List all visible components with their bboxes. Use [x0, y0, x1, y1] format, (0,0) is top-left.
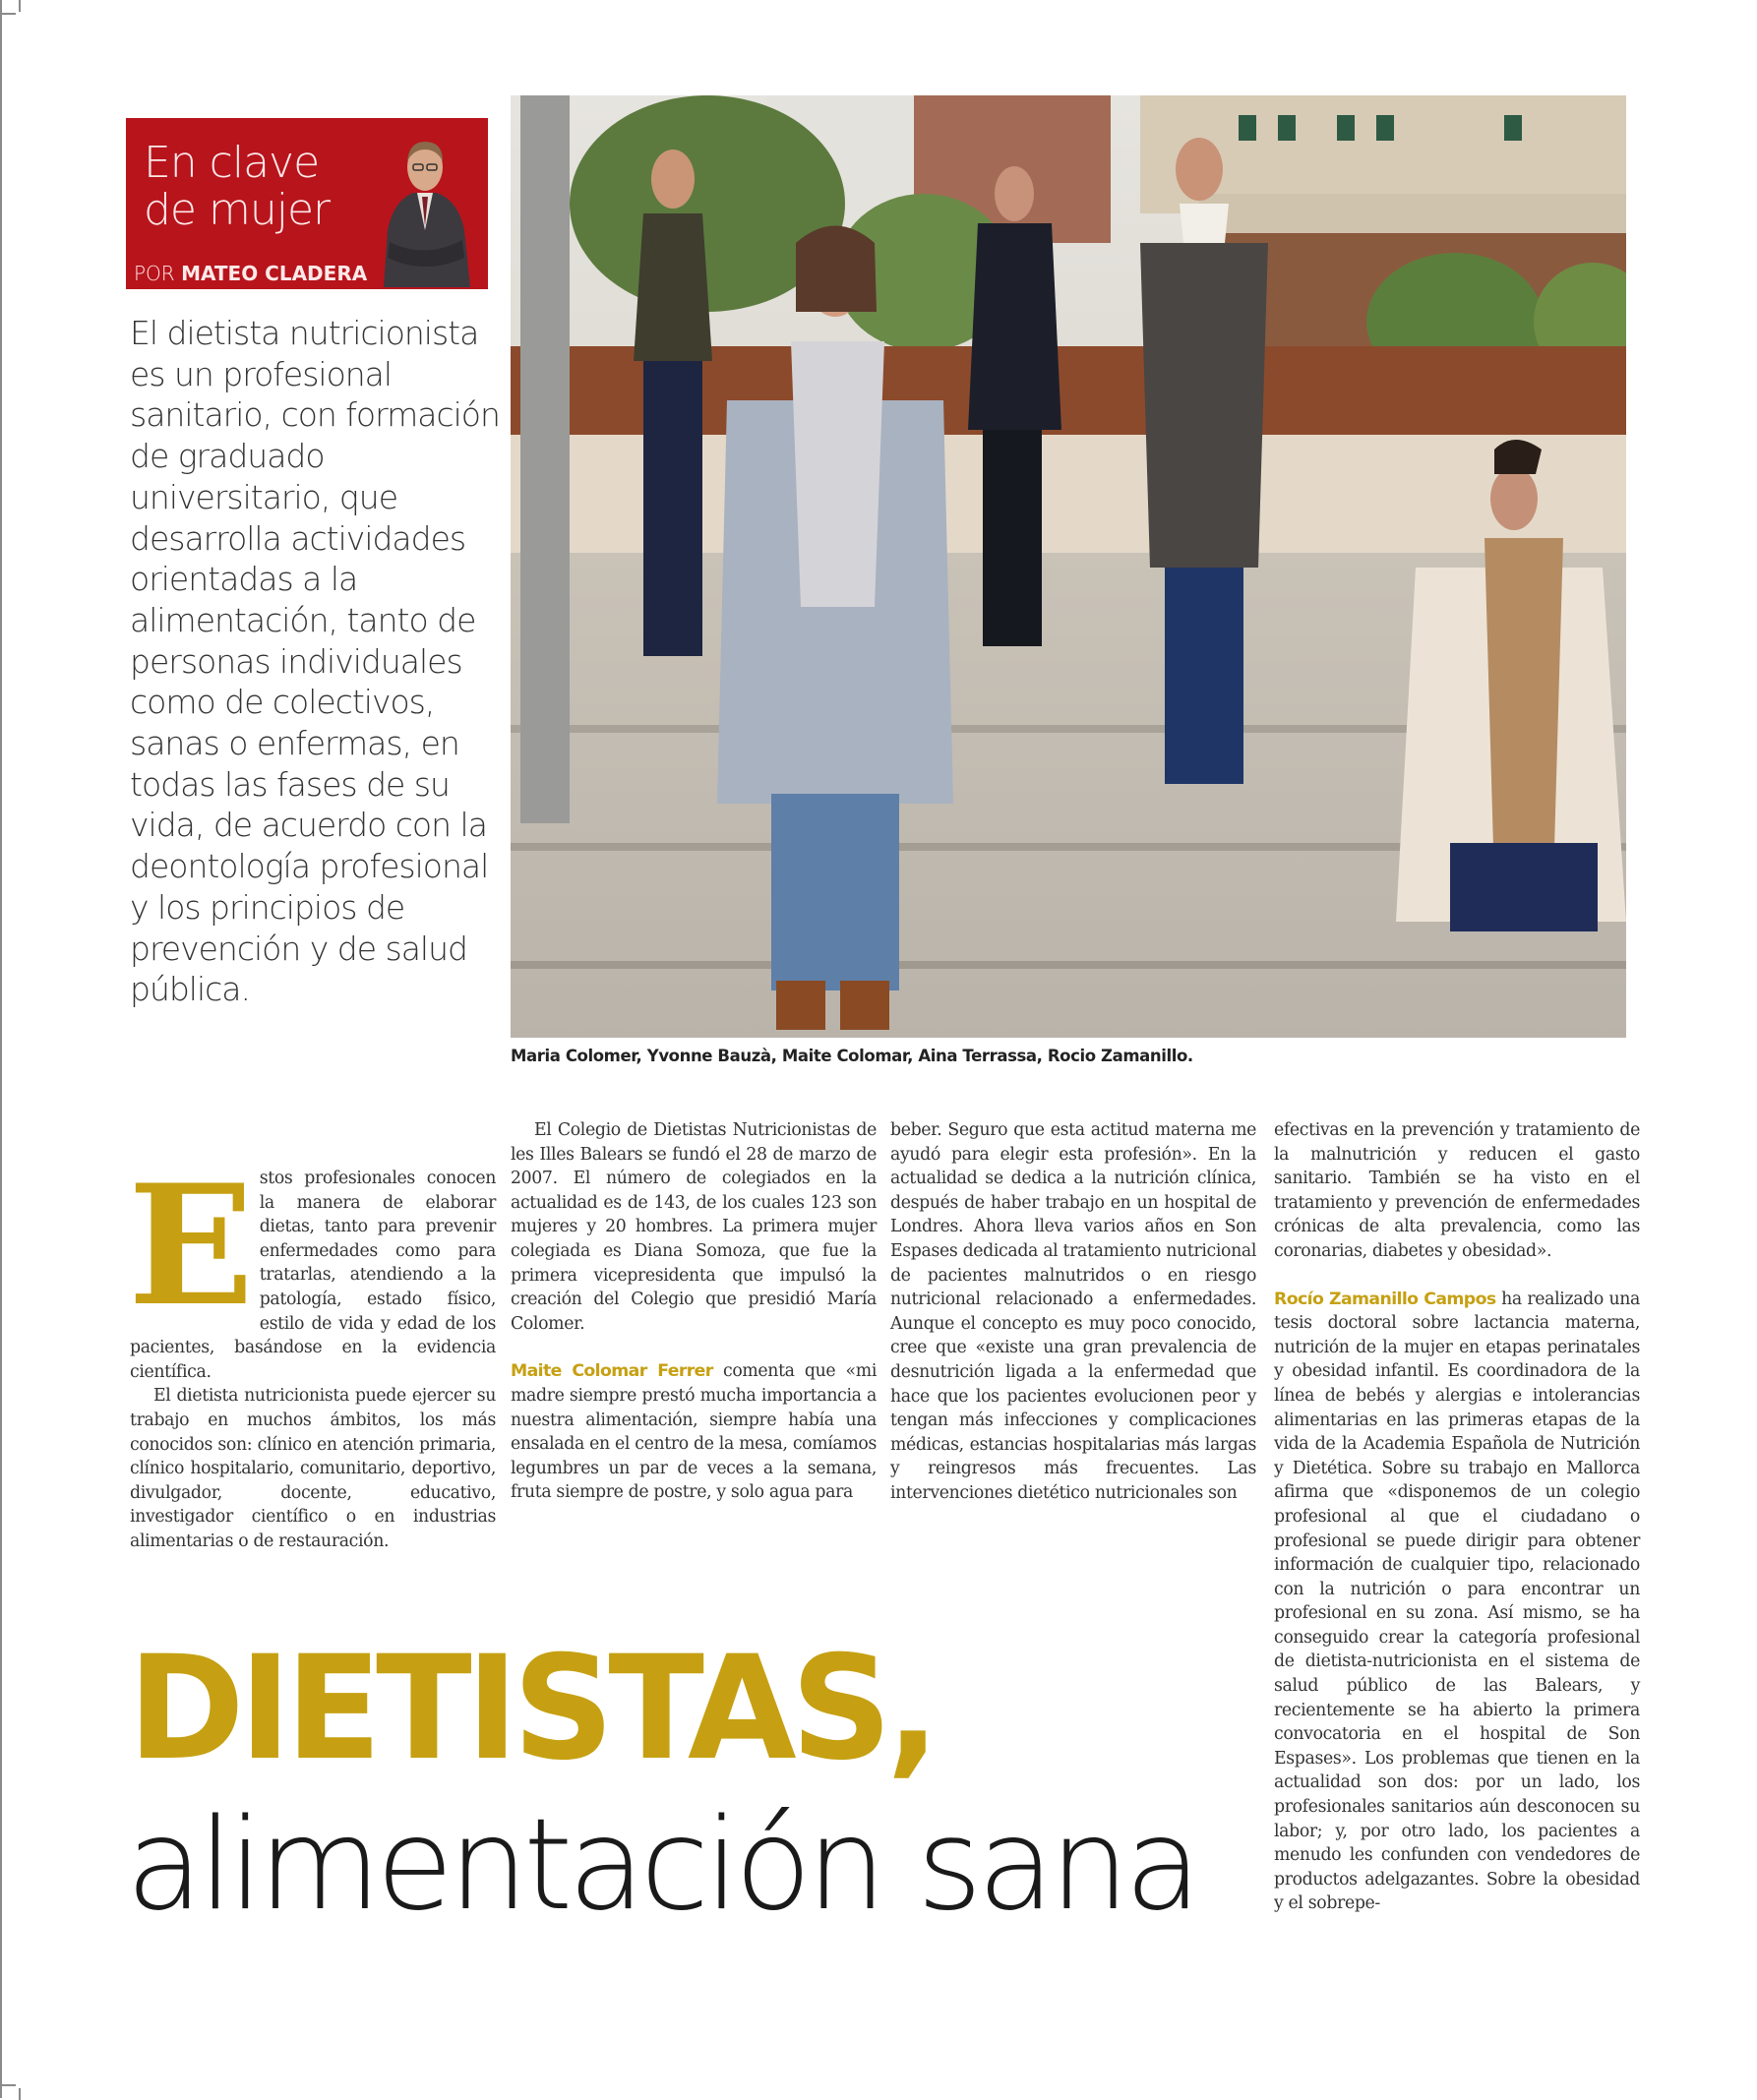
crop-mark	[19, 2088, 21, 2100]
body-column-2	[511, 1118, 877, 1505]
body-column-1	[128, 1148, 496, 1554]
headline-subtitle: alimentación sana	[126, 1792, 1197, 1939]
column-title-line-1: En clave	[144, 138, 320, 188]
person-name-highlight: Maite Colomar Ferrer	[511, 1361, 713, 1382]
paragraph-text: stos profesionales conocen la manera de elaborar dietas, tanto para prevenir enfermedades como para tratarlas, atendiendo a la patología, estado físico, estilo de vida y edad de los pacientes, basándose en la evidencia científica.	[130, 1169, 496, 1382]
headline-title: DIETISTAS,	[128, 1625, 935, 1792]
body-paragraph: El dietista nutricionista puede ejercer su trabajo en muchos ámbitos, los más conocidos son: clínico en atención primaria, clínico hospitalario, comunitario, deportivo, divulgador, docente, educativo, investigador científico o en industrias alimentarias o de restauración.	[130, 1386, 496, 1551]
crop-mark	[19, 0, 21, 12]
column-title	[144, 140, 330, 234]
byline-prefix: POR	[134, 262, 175, 285]
crop-mark	[0, 2084, 16, 2086]
byline	[134, 262, 367, 285]
body-paragraph	[1274, 1288, 1640, 1916]
body-paragraph: beber. Seguro que esta actitud materna me ayudó para elegir esta profesión». En la actualidad se dedica a la nutrición clínica, después de haber trabajo en un hospital de Londres. Ahora lleva varios años en Son Espases dedicada al tratamiento nutricional de pacientes malnutridos o en riesgo nutricional relacionado a enfermedades. Aunque el concepto es muy poco conocido, cree que «existe una gran prevalencia de desnutrición ligada a la enfermedad que hace que los pacientes evolucionen peor y tengan más infecciones y complicaciones médicas, estancias hospitalarias más largas y reingresos más frecuentes. Las intervenciones dietético nutricionales son	[890, 1120, 1256, 1503]
body-paragraph: efectivas en la prevención y tratamiento de la malnutrición y reducen el gasto sanitario. También se ha visto en el tratamiento y prevención de enfermedades crónicas de alta prevalencia, como las coronarias, diabetes y obesidad».	[1274, 1120, 1640, 1261]
column-title-line-2: de mujer	[144, 185, 331, 235]
paragraph-text: comenta que «mi madre siempre prestó mucha importancia a nuestra alimentación, siempre había una ensalada en el centro de la mesa, comíamos legumbres un par de veces a la semana, fruta siempre de postre, y solo agua para	[511, 1361, 877, 1503]
group-photo-image	[511, 95, 1626, 1038]
crop-mark	[0, 13, 16, 15]
body-column-4	[1274, 1118, 1640, 1916]
body-column-3	[890, 1118, 1256, 1506]
drop-cap: E	[128, 1148, 254, 1343]
author-portrait-icon	[376, 132, 474, 287]
photo-caption: Maria Colomer, Yvonne Bauzà, Maite Colomar, Aina Terrassa, Rocio Zamanillo.	[511, 1047, 1193, 1065]
page-edge-line	[0, 0, 2, 2098]
person-name-highlight: Rocío Zamanillo Campos	[1274, 1289, 1496, 1309]
body-paragraph	[128, 1148, 496, 1384]
body-paragraph: El Colegio de Dietistas Nutricionistas de les Illes Balears se fundó el 28 de marzo de 2007. El número de colegiados en la actualidad es de 143, de los cuales 123 son mujeres y 20 hombres. La primera mujer colegiada es Diana Somoza, que fue la primera vicepresidenta que impulsó la creación del Colegio que presidió María Colomer.	[511, 1120, 877, 1334]
group-photo	[511, 95, 1626, 1038]
byline-author: MATEO CLADERA	[181, 262, 368, 285]
column-header-box	[126, 118, 488, 289]
body-paragraph	[511, 1359, 877, 1505]
lead-paragraph: El dietista nutricionista es un profesional sanitario, con formación de graduado universitario, que desarrolla actividades orientadas a la alimentación, tanto de personas individuales como de colectivos, sanas o enfermas, en todas las fases de su vida, de acuerdo con la deontología profesional y los principios de prevención y de salud pública.	[130, 314, 500, 1009]
paragraph-text: ha realizado una tesis doctoral sobre lactancia materna, nutrición de la mujer en etapas perinatales y obesidad infantil. Es coordinadora de la línea de bebés y alergias e intolerancias alimentarias en las primeras etapas de la vida de la Academia Española de Nutrición y Dietética. Sobre su trabajo en Mallorca afirma que «disponemos de un colegio profesional al que el ciudadano o profesional se puede dirigir para obtener información de cualquier tipo, relacionado con la nutrición o para encontrar un profesional en su zona. Así mismo, se ha conseguido crear la categoría profesional de dietista-nutricionista en el sistema de salud público de las Balears, y recientemente se ha abierto la primera convocatoria en el hospital de Son Espases». Los problemas que tienen en la actualidad son dos: por un lado, los profesionales sanitarios aún desconocen su labor; y, por otro lado, los pacientes a menudo les confunden con vendedores de productos adelgazantes. Sobre la obesidad y el sobrepe-	[1274, 1289, 1640, 1914]
